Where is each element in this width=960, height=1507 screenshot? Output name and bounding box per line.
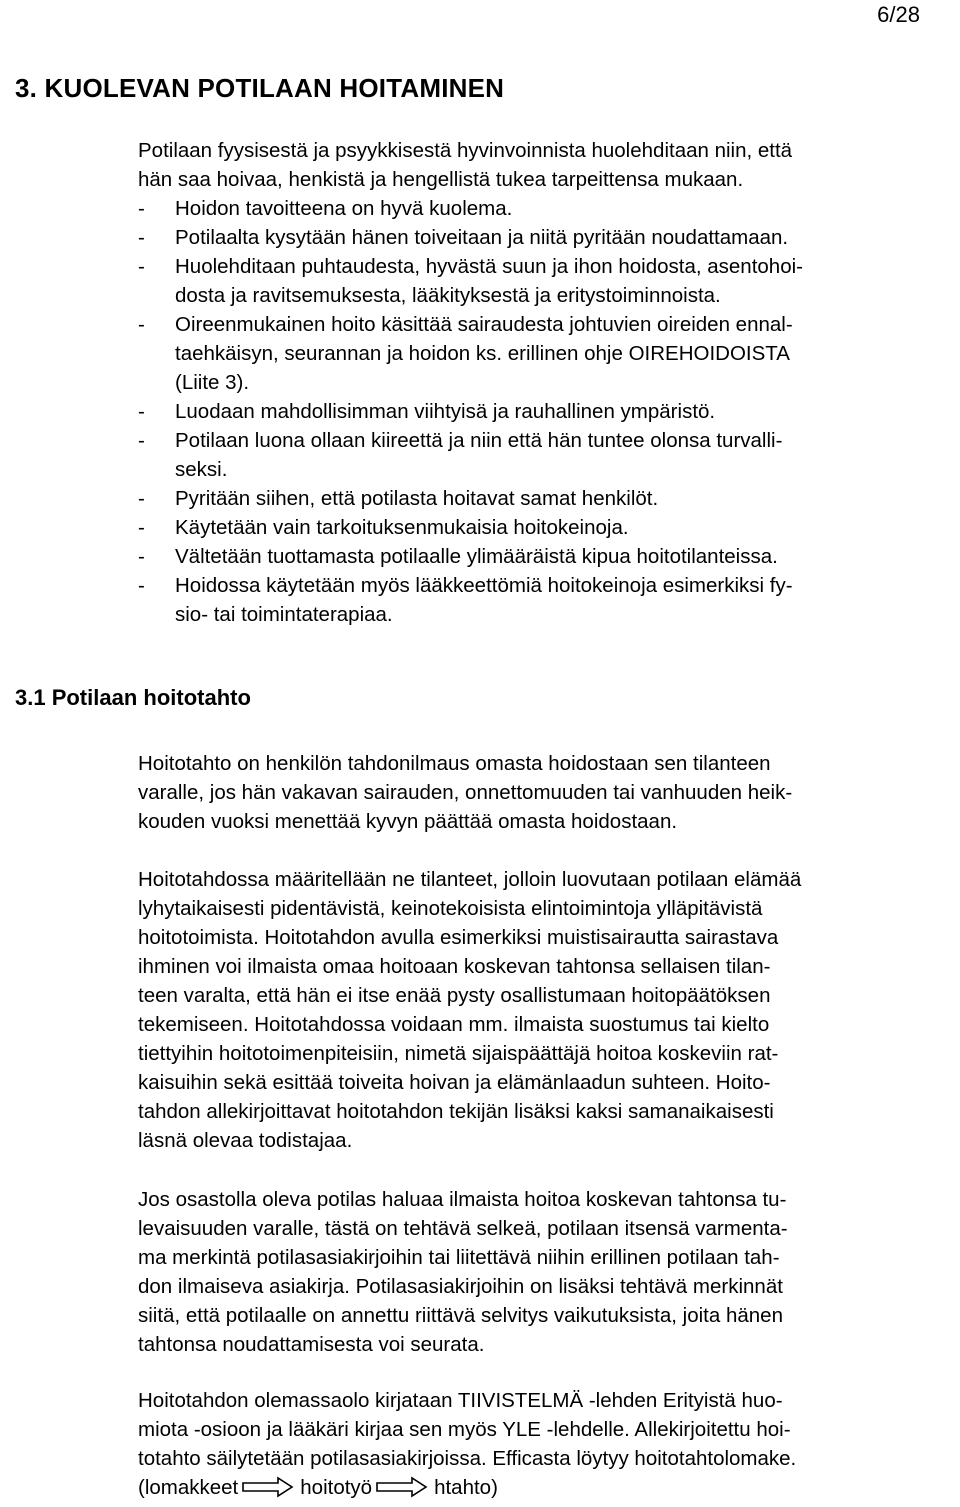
list-item — [138, 310, 958, 397]
list-item — [138, 397, 958, 426]
paragraph-line: totahto säilytetään potilasasiakirjoissa. Efficasta löytyy hoitotahtolomake. — [138, 1447, 797, 1470]
paragraph-line: miota -osioon ja lääkäri kirjaa sen myös YLE -lehdelle. Allekirjoitettu hoi- — [138, 1418, 791, 1441]
list-item-line: Pyritään siihen, että potilasta hoitavat samat henkilöt. — [175, 487, 659, 510]
list-item-line: sio- tai toimintaterapiaa. — [175, 603, 393, 626]
paragraph — [138, 1185, 958, 1359]
bullet-dash: - — [138, 255, 145, 278]
list-item-line: Käytetään vain tarkoituksenmukaisia hoitokeinoja. — [175, 516, 629, 539]
paragraph-line: ihminen voi ilmaista omaa hoitoaan koskevan tahtonsa sellaisen tilan- — [138, 955, 771, 978]
paragraph-line: Hoitotahdon olemassaolo kirjataan TIIVISTELMÄ -lehden Erityistä huo- — [138, 1389, 783, 1412]
paragraph-line: don ilmaiseva asiakirja. Potilasasiakirjoihin on lisäksi tehtävä merkinnät — [138, 1275, 783, 1298]
bullet-dash: - — [138, 574, 145, 597]
paragraph-line: varalle, jos hän vakavan sairauden, onnettomuuden tai vanhuuden heik- — [138, 781, 793, 804]
list-item-line: Huolehditaan puhtaudesta, hyvästä suun ja ihon hoidosta, asentohoi- — [175, 255, 803, 278]
path-step: htahto) — [434, 1476, 498, 1499]
form-path — [138, 1473, 958, 1502]
path-start: (lomakkeet — [138, 1476, 239, 1499]
subsection-heading: 3.1 Potilaan hoitotahto — [15, 685, 251, 710]
list-item-line: seksi. — [175, 458, 228, 481]
bullet-dash: - — [138, 516, 145, 539]
bullet-list — [138, 194, 958, 629]
list-item-line: Potilaan luona ollaan kiireettä ja niin että hän tuntee olonsa turvalli- — [175, 429, 783, 452]
list-item — [138, 223, 958, 252]
list-item-line: Vältetään tuottamasta potilaalle ylimääräistä kipua hoitotilanteissa. — [175, 545, 778, 568]
paragraph-line: Hoitotahdossa määritellään ne tilanteet, jolloin luovutaan potilaan elämää — [138, 868, 802, 891]
list-item — [138, 484, 958, 513]
paragraph-line: teen varalta, että hän ei itse enää pysty osallistumaan hoitopäätöksen — [138, 984, 771, 1007]
list-item — [138, 426, 958, 484]
paragraph-line: tahdon allekirjoittavat hoitotahdon tekijän lisäksi kaksi samanaikaisesti — [138, 1100, 774, 1123]
paragraph-line: läsnä olevaa todistajaa. — [138, 1129, 353, 1152]
paragraph-line: tekemiseen. Hoitotahdossa voidaan mm. ilmaista suostumus tai kielto — [138, 1013, 770, 1036]
paragraph-line: tiettyihin hoitotoimenpiteisiin, nimetä sijaispäättäjä hoitoa koskeviin rat- — [138, 1042, 779, 1065]
bullet-dash: - — [138, 226, 145, 249]
bullet-dash: - — [138, 400, 145, 423]
paragraph-line: ma merkintä potilasasiakirjoihin tai liitettävä niihin erillinen potilaan tah- — [138, 1246, 780, 1269]
bullet-dash: - — [138, 487, 145, 510]
list-item-line: dosta ja ravitsemuksesta, lääkityksestä ja eritystoiminnoista. — [175, 284, 721, 307]
right-arrow-icon — [376, 1476, 428, 1506]
section-body — [138, 136, 958, 629]
page-number: 6/28 — [877, 2, 920, 27]
list-item-line: (Liite 3). — [175, 371, 250, 394]
section-heading: 3. KUOLEVAN POTILAAN HOITAMINEN — [15, 73, 505, 103]
list-item — [138, 571, 958, 629]
paragraph-line: levaisuuden varalle, tästä on tehtävä selkeä, potilaan itsensä varmenta- — [138, 1217, 788, 1240]
list-item-line: Hoidossa käytetään myös lääkkeettömiä hoitokeinoja esimerkiksi fy- — [175, 574, 793, 597]
paragraph — [138, 749, 958, 836]
bullet-dash: - — [138, 429, 145, 452]
right-arrow-icon — [242, 1476, 294, 1506]
list-item — [138, 513, 958, 542]
paragraph-line: Jos osastolla oleva potilas haluaa ilmaista hoitoa koskevan tahtonsa tu- — [138, 1188, 787, 1211]
paragraph-line: kouden vuoksi menettää kyvyn päättää omasta hoidostaan. — [138, 810, 678, 833]
intro-line: hän saa hoivaa, henkistä ja hengellistä tukea tarpeittensa mukaan. — [138, 168, 744, 191]
bullet-dash: - — [138, 313, 145, 336]
list-item — [138, 542, 958, 571]
bullet-dash: - — [138, 545, 145, 568]
intro-line: Potilaan fyysisestä ja psyykkisestä hyvinvoinnista huolehditaan niin, että — [138, 139, 793, 162]
bullet-dash: - — [138, 197, 145, 220]
list-item — [138, 252, 958, 310]
paragraph-line: tahtonsa noudattamisesta voi seurata. — [138, 1333, 485, 1356]
list-item-line: Hoidon tavoitteena on hyvä kuolema. — [175, 197, 513, 220]
list-item-line: Potilaalta kysytään hänen toiveitaan ja niitä pyritään noudattamaan. — [175, 226, 789, 249]
paragraph — [138, 865, 958, 1155]
list-item — [138, 194, 958, 223]
paragraph-line: lyhytaikaisesti pidentävistä, keinotekoisista elintoimintoja ylläpitävistä — [138, 897, 763, 920]
paragraph-line: Hoitotahto on henkilön tahdonilmaus omasta hoidostaan sen tilanteen — [138, 752, 771, 775]
list-item-line: Luodaan mahdollisimman viihtyisä ja rauhallinen ympäristö. — [175, 400, 716, 423]
list-item-line: taehkäisyn, seurannan ja hoidon ks. erillinen ohje OIREHOIDOISTA — [175, 342, 790, 365]
paragraph-line: kaisuihin sekä esittää toiveita hoivan ja elämänlaadun suhteen. Hoito- — [138, 1071, 771, 1094]
list-item-line: Oireenmukainen hoito käsittää sairaudesta johtuvien oireiden ennal- — [175, 313, 793, 336]
paragraph-line: hoitotoimista. Hoitotahdon avulla esimerkiksi muistisairautta sairastava — [138, 926, 779, 949]
paragraph-line: siitä, että potilaalle on annettu riittävä selvitys vaikutuksista, joita hänen — [138, 1304, 783, 1327]
paragraph — [138, 1386, 958, 1502]
path-step: hoitotyö — [300, 1476, 373, 1499]
